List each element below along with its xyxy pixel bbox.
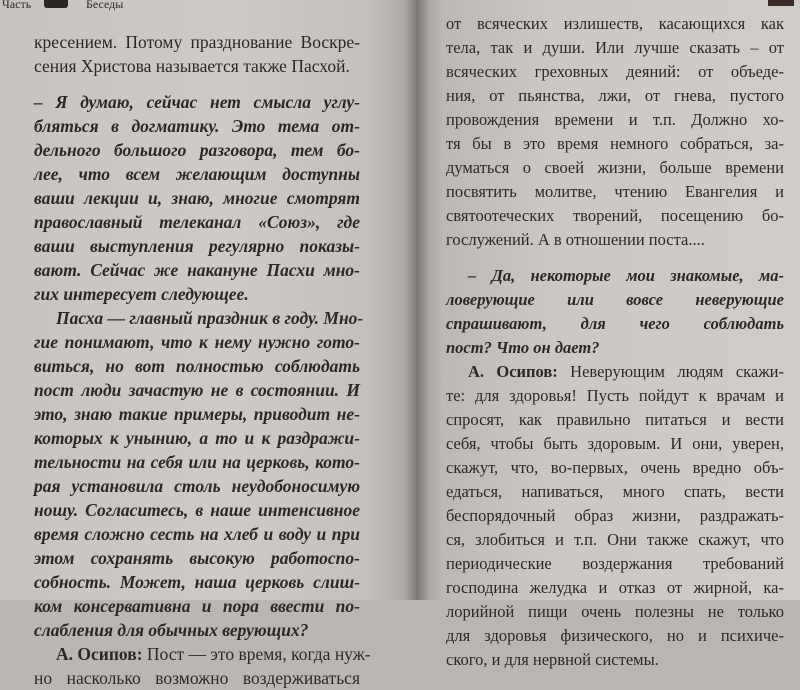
text-line: беспорядочный образ жизни, раздражать- <box>446 506 784 525</box>
answer-speaker: А. Осипов: <box>468 362 558 381</box>
text-line: спросят, как правильно питаться и вести <box>446 410 784 429</box>
question-line: – Да, некоторые мои знакомые, ма- <box>468 266 784 285</box>
question-line: – Я думаю, сейчас нет смысла углу- <box>34 92 360 112</box>
answer-speaker: А. Осипов: <box>56 644 143 664</box>
question-line: которых к унынию, а то и к раздражи- <box>34 428 360 448</box>
right-page <box>416 0 800 669</box>
question-line: ком консервативна и пора ввести по- <box>34 596 360 616</box>
text-line: гослужений. А в отношении поста.... <box>446 230 705 249</box>
text-line: ния, от пьянства, лжи, от гнева, пустого <box>446 86 784 105</box>
question-line: рая установила столь неудобоносимую <box>34 476 360 496</box>
question-line: гие понимают, что к нему нужно гото- <box>34 332 360 352</box>
running-header <box>0 0 200 12</box>
question-line: тельности на себя или на церковь, кото- <box>34 452 360 472</box>
answer-line <box>446 360 784 384</box>
question-line: вают. Сейчас же накануне Пасхи мно- <box>34 260 360 280</box>
text-line: для здоровья физического, но и психиче- <box>446 626 784 645</box>
question-line: дельного большого разговора, тем бо- <box>34 140 360 160</box>
text-line: провождения времени и т.п. Должно хо- <box>446 110 784 129</box>
question-line: православный телеканал «Союз», где <box>34 212 360 232</box>
text-line: лорийной пищи очень полезны не только <box>446 602 784 621</box>
question-line: виться, но вот полностью соблюдать <box>34 356 360 376</box>
question-line: это, знаю такие примеры, приводит не- <box>34 404 360 424</box>
question-line: пост люди зачастую не в состоянии. И <box>34 380 360 400</box>
text-line: периодические воздержания требований <box>446 554 784 573</box>
text-line: сения Христова называется также Пасхой. <box>34 56 350 76</box>
text-line: себя, чтобы быть здоровым. И они, уверен, <box>446 434 784 453</box>
text-line: ся, злобиться и т.п. Они также скажут, что <box>446 530 784 549</box>
question-line: время сложно сесть на хлеб и воду и при <box>34 524 360 544</box>
right-page-text <box>446 12 784 672</box>
question-line: собность. Может, наша церковь слиш- <box>34 572 360 592</box>
text-line: тя бы в это время немного собраться, за- <box>446 134 784 153</box>
answer-line <box>34 642 371 666</box>
question-line: лее, что всем желающим доступны <box>34 164 360 184</box>
text-line: думаться о своей жизни, больше времени <box>446 158 784 177</box>
text-line: святоотеческих творений, посещению бо- <box>446 206 784 225</box>
text-line: кресением. Потому празднование Воскре- <box>34 32 360 52</box>
question-line: пост? Что он дает? <box>446 338 600 357</box>
text-line: но насколько возможно воздерживаться <box>34 668 360 688</box>
text-line: всяческих греховных деяний: от объеде- <box>446 62 784 81</box>
text-line: ского, и для нервной системы. <box>446 650 659 669</box>
text-line: те: для здоровья! Пусть пойдут к врачам и <box>446 386 784 405</box>
question-line: ловерующие или вовсе неверующие <box>446 290 784 309</box>
text-line: тела, так и души. Или лучше сказать – от <box>446 38 784 57</box>
text-line: едаться, напиваться, много спать, вести <box>446 482 784 501</box>
header-chapter: Беседы <box>86 0 124 11</box>
answer-text: Пост — это время, когда нуж- <box>142 644 371 664</box>
header-ornament-icon <box>44 0 68 8</box>
question-line: слабления для обычных верующих? <box>34 620 309 640</box>
text-line: от всяческих излишеств, касающихся как <box>446 14 784 33</box>
question-line: бляться в догматику. Это тема от- <box>34 116 360 136</box>
answer-text: Неверующим людям скажи- <box>557 362 784 381</box>
header-section: Часть <box>2 0 32 11</box>
question-line: ваши лекции и, знаю, многие смотрят <box>34 188 360 208</box>
question-line: ваши выступления регулярно показы- <box>34 236 360 256</box>
question-line: Пасха — главный праздник в году. Мно- <box>56 308 364 328</box>
text-line: господина желудка и отказ от жирной, ка- <box>446 578 784 597</box>
question-line: гих интересует следующее. <box>34 284 249 304</box>
left-page-text <box>34 30 371 690</box>
text-line: посвятить молитве, чтению Евангелия и <box>446 182 784 201</box>
corner-ornament-icon <box>768 0 794 6</box>
book-gutter <box>404 0 430 600</box>
text-line: скажут, что, во-первых, очень вредно объ- <box>446 458 784 477</box>
question-line: ношу. Согласитесь, в наше интенсивное <box>34 500 360 520</box>
question-line: этом сохранять высокую работоспо- <box>34 548 360 568</box>
question-line: спрашивают, для чего соблюдать <box>446 314 784 333</box>
